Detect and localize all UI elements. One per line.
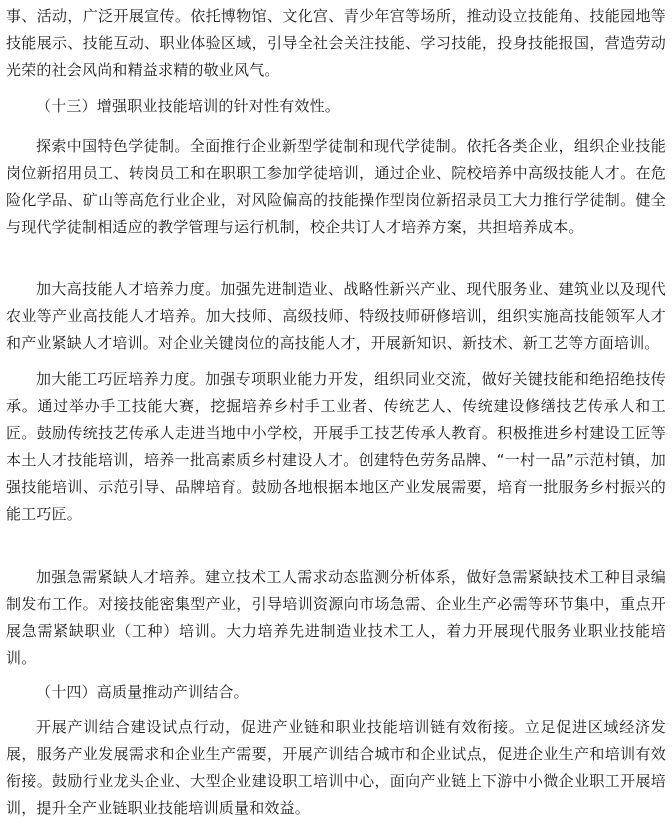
section-heading-14: （十四）高质量推动产训结合。 bbox=[36, 683, 249, 701]
paragraph-apprenticeship: 探索中国特色学徒制。全面推行企业新型学徒制和现代学徒制。依托各类企业，组织企业技能岗位新招用员工、转岗员工和在职职工参加学徒培训，通过企业、院校培养中高级技能人才。在危险化学品、矿山等高危行业企业，对风险偏高的技能操作型岗位新招录员工大力推行学徒制。健全与现代学徒制相适应的教学管理与运行机制，校企共订人才培养方案，共担培养成本。 bbox=[6, 137, 666, 236]
paragraph-industry-training: 开展产训结合建设试点行动，促进产业链和职业技能培训链有效衔接。立足促进区域经济发展，服务产业发展需求和企业生产需要，开展产训结合城市和企业试点，促进企业生产和培训有效衔接。鼓励行业龙头企业、大型企业建设职工培训中心，面向产业链上下游中小微企业职工开展培训，提升全产业链职业技能培训质量和效益。 bbox=[6, 718, 666, 817]
section-heading-13: （十三）增强职业技能培训的针对性有效性。 bbox=[36, 97, 341, 115]
paragraph-high-skill-talent: 加大高技能人才培养力度。加强先进制造业、战略性新兴产业、现代服务业、建筑业以及现代农业等产业高技能人才培养。加大技师、高级技师、特级技师研修培训，组织实施高技能领军人才和产业紧缺人才培训。对企业关键岗位的高技能人才，开展新知识、新技术、新工艺等方面培训。 bbox=[6, 280, 666, 352]
paragraph-urgent-talent: 加强急需紧缺人才培养。建立技术工人需求动态监测分析体系，做好急需紧缺技术工种目录编制发布工作。对接技能密集型产业，引导培训资源向市场急需、企业生产必需等环节集中，重点开展急需紧缺职业（工种）培训。大力培养先进制造业技术工人，着力开展现代服务业职业技能培训。 bbox=[6, 568, 666, 667]
paragraph-craftsmen: 加大能工巧匠培养力度。加强专项职业能力开发，组织同业交流，做好关键技能和绝招绝技传承。通过举办手工技能大赛，挖掘培养乡村手工业者、传统艺人、传统建设修缮技艺传承人和工匠。鼓励传统技艺传承人走进当地中小学校，开展手工技艺传承人教育。积极推进乡村建设工匠等本土人才技能培训，培养一批高素质乡村建设人才。创建特色劳务品牌、“一村一品”示范村镇，加强技能培训、示范引导、品牌培育。鼓励各地根据本地区产业发展需要，培育一批服务乡村振兴的能工巧匠。 bbox=[6, 370, 666, 523]
paragraph-publicity: 事、活动，广泛开展宣传。依托博物馆、文化宫、青少年宫等场所，推动设立技能角、技能园地等技能展示、技能互动、职业体验区域，引导全社会关注技能、学习技能，投身技能报国，营造劳动光荣的社会风尚和精益求精的敬业风气。 bbox=[6, 7, 666, 79]
